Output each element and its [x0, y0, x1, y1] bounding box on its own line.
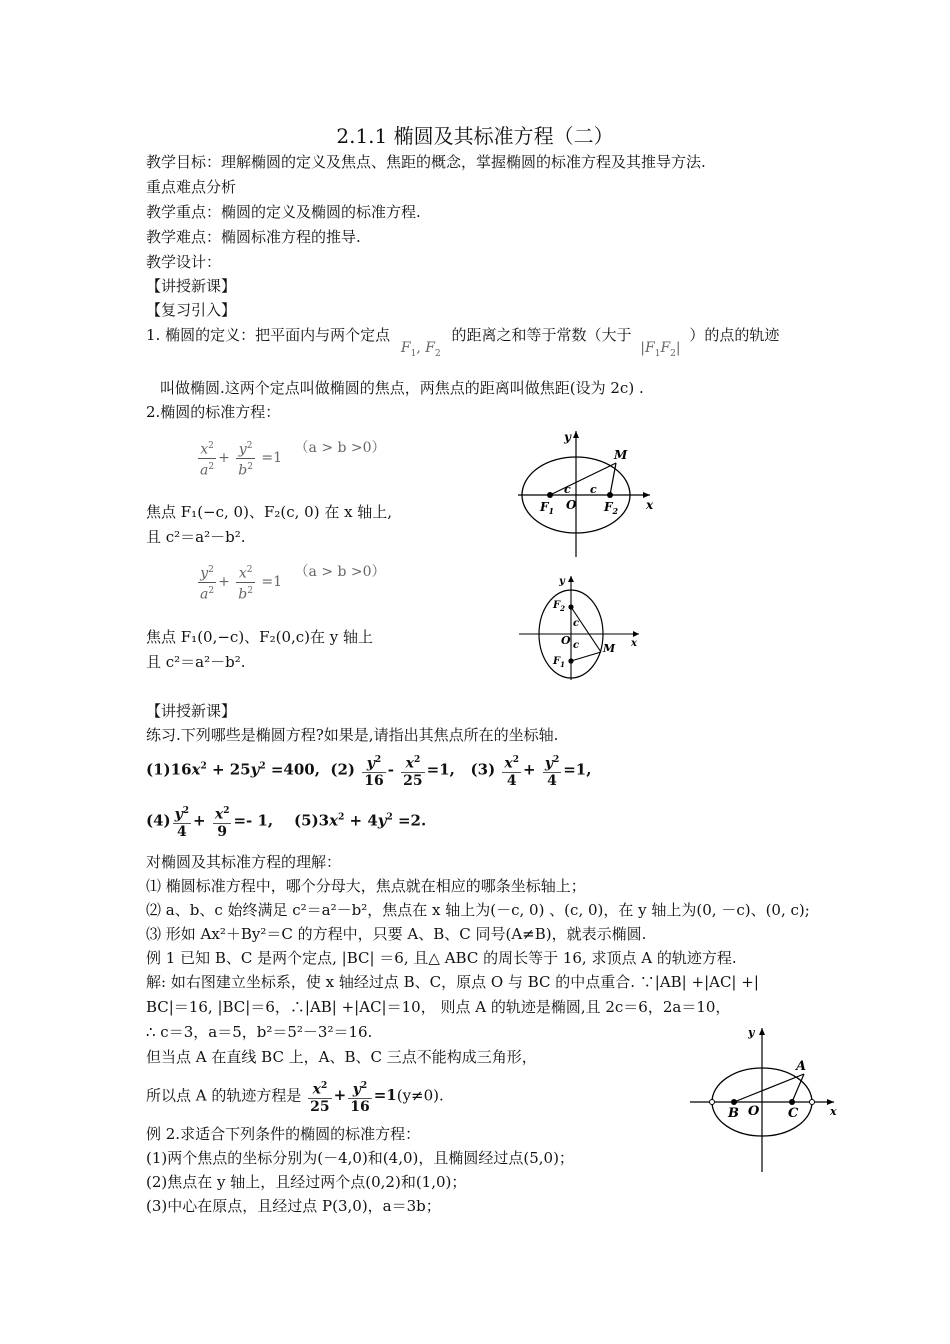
- c-label-upper: c: [573, 618, 580, 629]
- point-M-label: M: [614, 448, 628, 462]
- example-2-part-1: (1)两个焦点的坐标分别为(－4,0)和(4,0)，且椭圆经过点(5,0)；: [146, 1149, 574, 1167]
- example-2: 例 2.求适合下列条件的椭圆的标准方程：: [146, 1125, 421, 1143]
- definition-text-2: 的距离之和等于常数（大于: [451, 326, 632, 344]
- solution-line-4: 但当点 A 在直线 BC 上，A、B、C 三点不能构成三角形，: [146, 1048, 537, 1066]
- standard-eq-y: $\frac{y^2}{a^2}$ + $\frac{x^2}{b^2}$ =1 （a > b >0）: [200, 564, 386, 603]
- practice-equations-2: (4) $\frac{y^2}{4}$ + $\frac{x^2}{9}$ =- 1, $(5)3x^2 + 4y^2 =2$.: [146, 803, 426, 840]
- solution-line-5: 所以点 A 的轨迹方程是 $\frac{x^2}{25}$ + $\frac{y^2}{16}$ =1(y≠0).: [146, 1078, 444, 1115]
- point-C-label: C: [788, 1106, 799, 1121]
- example-2-part-2: (2)焦点在 y 轴上，且经过两个点(0,2)和(1,0)；: [146, 1173, 467, 1191]
- origin-label: O: [566, 498, 577, 512]
- eq2-condition: （a > b >0）: [294, 564, 386, 580]
- focus-1-label: F: [540, 500, 549, 514]
- c-label-lower: c: [573, 640, 580, 651]
- definition-text-1: 1. 椭圆的定义：把平面内与两个定点: [146, 326, 391, 344]
- svg-text:F2: $F_2$: [553, 600, 565, 613]
- standard-eq-x: $\frac{x^2}{a^2}$ + $\frac{y^2}{b^2}$ =1 （a > b >0）: [200, 440, 386, 479]
- y-axis-label-3: y: [748, 1026, 755, 1039]
- definition-line: [146, 325, 780, 359]
- definition-line-2: 叫做椭圆.这两个定点叫做椭圆的焦点，两焦点的距离叫做焦距(设为 2c) .: [160, 379, 644, 397]
- y-axis-label: y: [564, 430, 571, 444]
- c-relation-2: 且 c²＝a²－b².: [146, 653, 246, 671]
- solution-line-3: ∴ c＝3，a＝5，b²＝5²－3²＝16.: [146, 1023, 373, 1041]
- ellipse-figure-y-foci: [515, 572, 645, 682]
- example-1: 例 1 已知 B、C 是两个定点, |BC| ＝6, 且△ ABC 的周长等于 16, 求顶点 A 的轨迹方程.: [146, 949, 737, 967]
- example-2-part-3: (3)中心在原点，且经过点 P(3,0)，a＝3b；: [146, 1197, 441, 1215]
- foci-y-line: 焦点 F₁(0,−c)、F₂(0,c)在 y 轴上: [146, 628, 374, 646]
- point-B-label: B: [728, 1106, 739, 1121]
- focus-1-label-2: F: [553, 656, 561, 667]
- ellipse-figure-triangle-abc: [688, 1022, 843, 1174]
- solution-5-suffix: (y≠0).: [396, 1086, 444, 1105]
- standard-eq-title: 2.椭圆的标准方程：: [146, 403, 281, 421]
- difficulty-line: 教学难点：椭圆标准方程的推导.: [146, 228, 361, 246]
- ellipse-figure-x-foci: [510, 425, 660, 560]
- svg-text:F1: $F_1$: [553, 656, 565, 669]
- understanding-1: ⑴ 椭圆标准方程中，哪个分母大，焦点就在相应的哪条坐标轴上；: [146, 877, 586, 895]
- x-axis-label-3: x: [830, 1105, 837, 1118]
- y-axis-label-2: y: [559, 576, 565, 587]
- svg-text:F2: $F_2$: [604, 500, 619, 516]
- focus-2-label-2: F: [553, 600, 561, 611]
- eq1-condition: （a > b >0）: [294, 440, 386, 456]
- section-review: 【复习引入】: [146, 301, 237, 319]
- section-new-lecture-1: 【讲授新课】: [146, 277, 237, 295]
- c-label-right: c: [590, 483, 597, 496]
- x-axis-label: x: [646, 498, 654, 512]
- point-A-label: A: [796, 1059, 807, 1074]
- key-analysis-line: 重点难点分析: [146, 178, 237, 196]
- foci-symbols: $F_1$, $F_2$: [400, 340, 441, 359]
- design-line: 教学设计：: [146, 253, 222, 271]
- solution-line-2: BC|＝16, |BC|＝6，∴|AB| +|AC|＝10， 则点 A 的轨迹是椭圆,且 2c＝6，2a＝10，: [146, 998, 731, 1016]
- origin-label-2: O: [561, 634, 571, 647]
- focus-2-label: F: [604, 500, 613, 514]
- understanding-2: ⑵ a、b、c 始终满足 c²＝a²－b²，焦点在 x 轴上为(－c, 0) 、(c, 0)，在 y 轴上为(0, －c)、(0, c);: [146, 901, 810, 919]
- solution-line-1: 解: 如右图建立坐标系，使 x 轴经过点 B、C，原点 O 与 BC 的中点重合. ∵|AB| +|AC| +|: [146, 973, 759, 991]
- section-new-lecture-2: 【讲授新课】: [146, 702, 237, 720]
- x-axis-label-2: x: [631, 638, 637, 649]
- c-relation-1: 且 c²＝a²－b².: [146, 528, 246, 546]
- definition-text-3: ）的点的轨迹: [689, 326, 780, 344]
- c-label-left: c: [564, 483, 571, 496]
- origin-label-3: O: [748, 1104, 760, 1119]
- point-M-label-2: M: [603, 642, 616, 655]
- practice-line: 练习.下列哪些是椭圆方程?如果是,请指出其焦点所在的坐标轴.: [146, 726, 559, 744]
- solution-5-prefix: 所以点 A 的轨迹方程是: [146, 1086, 302, 1105]
- objective-line: 教学目标：理解椭圆的定义及焦点、焦距的概念，掌握椭圆的标准方程及其推导方法.: [146, 153, 706, 171]
- page-title: 2.1.1 椭圆及其标准方程（二）: [336, 124, 614, 148]
- key-point-line: 教学重点：椭圆的定义及椭圆的标准方程.: [146, 203, 421, 221]
- practice-equations-1: $(1)16x^2 + 25y^2 =400$, (2) $\frac{y^2}{16}$ - $\frac{x^2}{25}$ =1, (3) $\frac{x^2}{4}$ + $\frac{y^2}{4}$ =1,: [146, 752, 591, 789]
- understanding-3: ⑶ 形如 Ax²＋By²＝C 的方程中，只要 A、B、C 同号(A≠B)，就表示椭圆.: [146, 925, 647, 943]
- foci-x-line: 焦点 F₁(−c, 0)、F₂(c, 0) 在 x 轴上,: [146, 503, 393, 521]
- understanding-title: 对椭圆及其标准方程的理解：: [146, 853, 342, 871]
- focal-distance-symbol: $|F_1F_2|$: [640, 340, 681, 359]
- svg-text:F1: $F_1$: [540, 500, 555, 516]
